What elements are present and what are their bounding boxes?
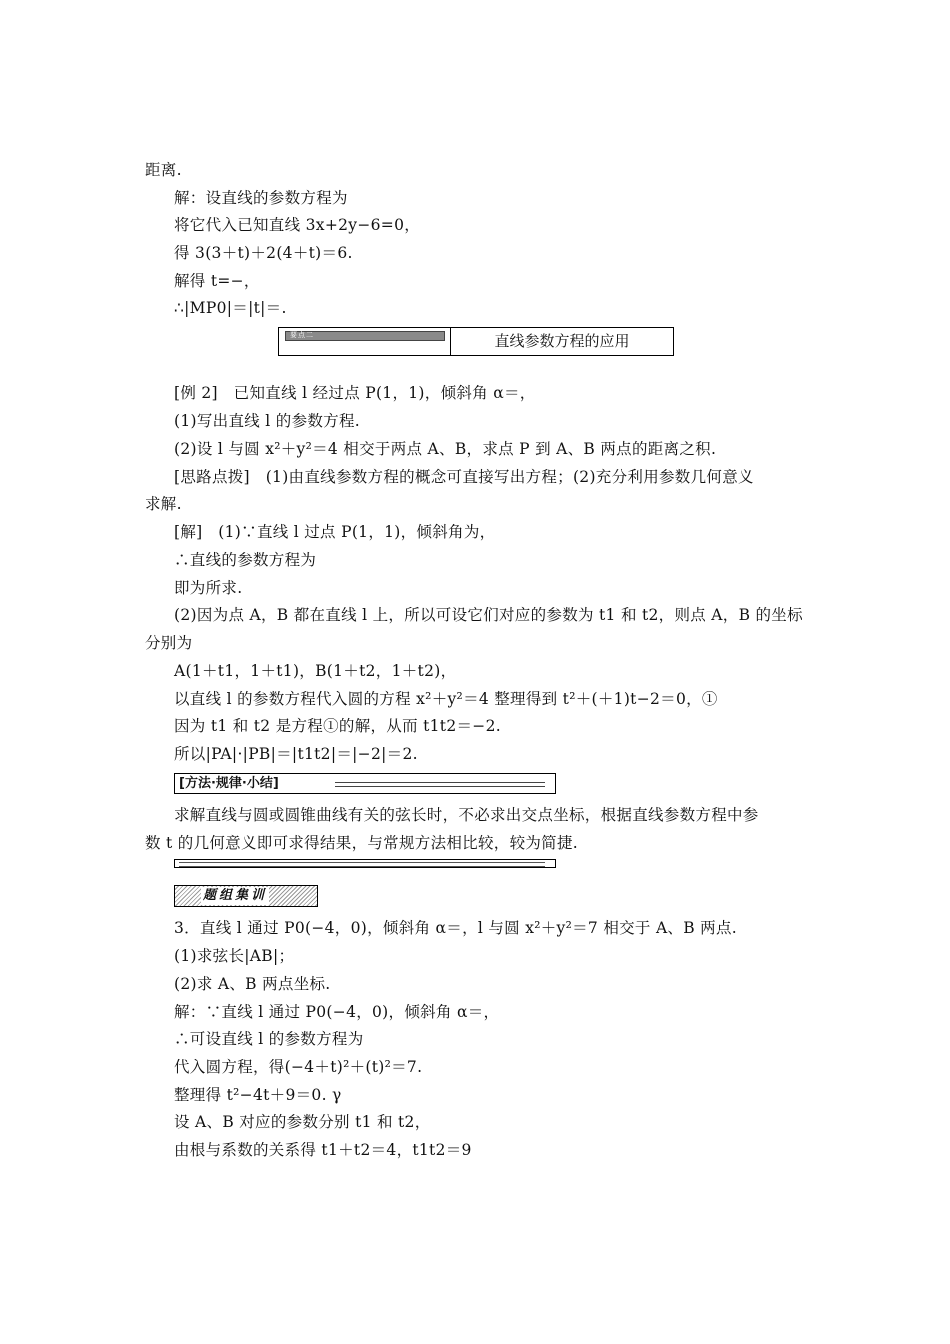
solution-line: (2)因为点 A，B 都在直线 l 上，所以可设它们对应的参数为 t1 和 t2，则点 A，B 的坐标 bbox=[174, 606, 803, 624]
practice-question: 3．直线 l 通过 P0(−4，0)，倾斜角 α＝，l 与圆 x²＋y²＝7 相交于 A、B 两点. bbox=[174, 919, 737, 937]
example-intro: [例 2] 已知直线 l 经过点 P(1，1)，倾斜角 α＝， bbox=[174, 384, 536, 402]
solution-line: 以直线 l 的参数方程代入圆的方程 x²＋y²＝4 整理得到 t²＋(＋1)t−2＝0，① bbox=[174, 690, 718, 708]
hint-line: [思路点拨] (1)由直线参数方程的概念可直接写出方程；(2)充分利用参数几何意义 bbox=[174, 468, 754, 486]
solution-line: 因为 t1 和 t2 是方程①的解，从而 t1t2＝−2. bbox=[174, 717, 501, 735]
method-text: 数 t 的几何意义即可求得结果，与常规方法相比较，较为简捷. bbox=[145, 834, 579, 852]
section-header bbox=[278, 327, 674, 356]
method-rule bbox=[335, 782, 545, 787]
solution-line: A(1＋t1，1＋t1)，B(1＋t2，1＋t2)， bbox=[174, 662, 457, 680]
text-line: 解：设直线的参数方程为 bbox=[174, 189, 348, 207]
section-title: 直线参数方程的应用 bbox=[494, 332, 630, 350]
solution-line: [解] (1)∵直线 l 过点 P(1，1)，倾斜角为， bbox=[174, 523, 496, 541]
practice-question: (2)求 A、B 两点坐标. bbox=[174, 975, 331, 993]
section-badge-bar bbox=[285, 331, 445, 341]
practice-solution: 由根与系数的关系得 t1＋t2＝4，t1t2＝9 bbox=[174, 1141, 472, 1159]
solution-line: 所以|PA|·|PB|＝|t1t2|＝|−2|＝2. bbox=[174, 745, 418, 763]
practice-solution: 整理得 t²−4t＋9＝0. γ bbox=[174, 1086, 342, 1104]
practice-question: (1)求弦长|AB|； bbox=[174, 947, 295, 965]
practice-solution: 代入圆方程，得(−4＋t)²＋(t)²＝7. bbox=[174, 1058, 423, 1076]
practice-solution: 解：∵直线 l 通过 P0(−4，0)，倾斜角 α＝， bbox=[174, 1003, 500, 1021]
solution-line: 分别为 bbox=[145, 634, 193, 652]
example-question: (2)设 l 与圆 x²＋y²＝4 相交于两点 A、B，求点 P 到 A、B 两点的距离之积. bbox=[174, 440, 717, 458]
practice-solution: ∴可设直线 l 的参数方程为 bbox=[174, 1030, 364, 1048]
text-line: 得 3(3＋t)＋2(4＋t)＝6. bbox=[174, 244, 353, 262]
practice-banner bbox=[174, 885, 318, 907]
solution-line: ∴直线的参数方程为 bbox=[174, 551, 317, 569]
practice-title: 题组集训 bbox=[203, 888, 268, 903]
text-line: ∴|MP0|＝|t|＝. bbox=[174, 299, 287, 317]
section-badge-cell bbox=[279, 328, 451, 355]
text-line: 距离. bbox=[145, 161, 182, 179]
hint-line: 求解. bbox=[145, 495, 182, 513]
method-title: [方法·规律·小结] bbox=[179, 776, 279, 791]
method-bottom-rule bbox=[174, 859, 556, 868]
text-line: 将它代入已知直线 3x+2y−6=0， bbox=[174, 216, 421, 234]
practice-solution: 设 A、B 对应的参数分别 t1 和 t2， bbox=[174, 1113, 431, 1131]
example-question: (1)写出直线 l 的参数方程. bbox=[174, 412, 360, 430]
section-badge-label: 要点二 bbox=[290, 331, 314, 339]
text-line: 解得 t=−， bbox=[174, 272, 260, 290]
method-banner bbox=[174, 773, 556, 794]
solution-line: 即为所求. bbox=[174, 579, 243, 597]
method-text: 求解直线与圆或圆锥曲线有关的弦长时，不必求出交点坐标，根据直线参数方程中参 bbox=[174, 806, 759, 824]
